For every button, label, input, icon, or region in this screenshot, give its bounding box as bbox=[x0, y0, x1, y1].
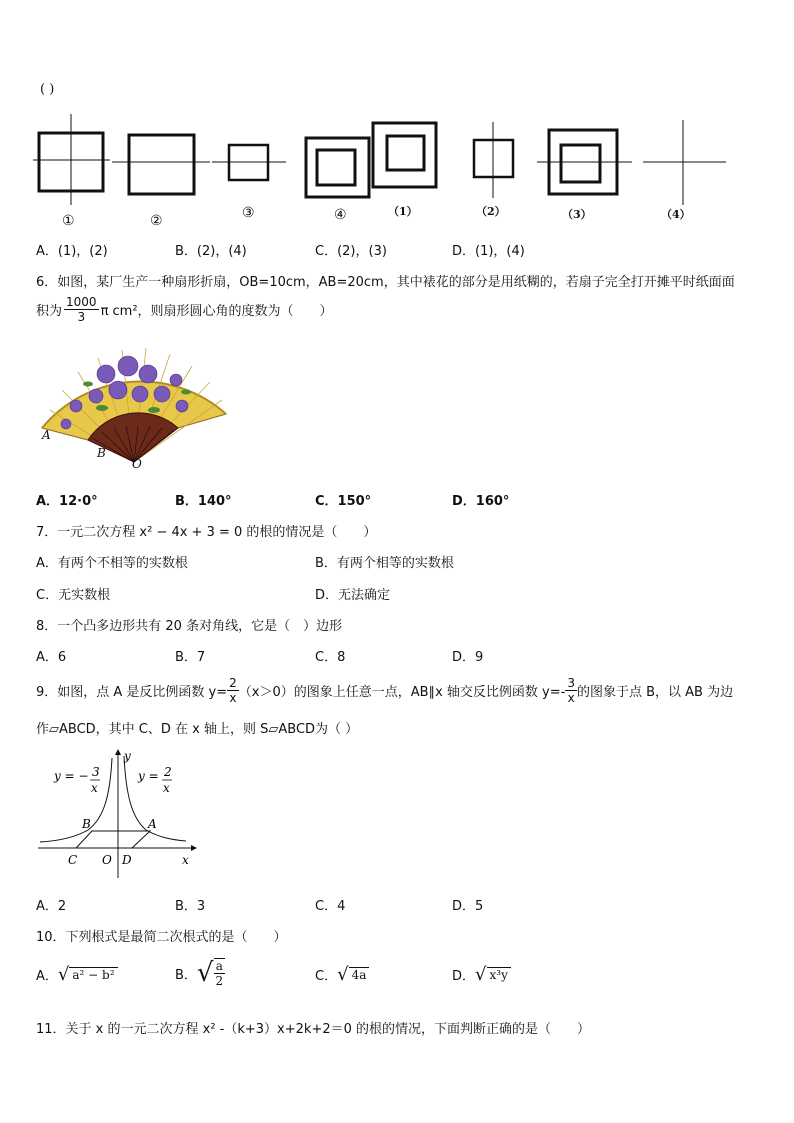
fan-label-b: B bbox=[97, 446, 106, 460]
graph-axis-y: y bbox=[124, 749, 131, 763]
q9-option-d: D．5 bbox=[452, 899, 484, 914]
q6-frac-den: 3 bbox=[77, 310, 86, 324]
q9-option-a: A．2 bbox=[36, 899, 67, 914]
q6-line2-suffix: π cm²，则扇形圆心角的度数为（ ） bbox=[100, 304, 333, 319]
graph-eq-right: y = bbox=[138, 769, 159, 783]
q6-stem-line1: 6．如图，某厂生产一种扇形折扇，OB=10cm，AB=20cm，其中裱花的部分是用纸糊的，若扇子完全打开摊平时纸面面 bbox=[36, 275, 735, 290]
fan-label-o: O bbox=[132, 457, 142, 471]
graph-axis-x: x bbox=[182, 853, 189, 867]
q6-option-c: C．150° bbox=[315, 494, 372, 509]
q7-option-c: C．无实数根 bbox=[36, 588, 111, 603]
sqrt-sign: √ bbox=[337, 964, 349, 985]
sqrt-sign: √ bbox=[475, 964, 487, 985]
fig-label-4: ④ bbox=[334, 207, 347, 223]
q10-option-b-label: B． bbox=[175, 967, 197, 983]
q6-stem-line2 bbox=[36, 295, 333, 324]
q10-stem: 10．下列根式是最简二次根式的是（ ） bbox=[36, 930, 287, 945]
q9-line1-b: （x＞0）的图象上任意一点，AB∥x 轴交反比例函数 y=- bbox=[238, 685, 566, 700]
fig-label-2: ② bbox=[150, 213, 163, 229]
q8-stem: 8．一个凸多边形共有 20 条对角线，它是（ ）边形 bbox=[36, 619, 343, 634]
graph-eq-right-num: 2 bbox=[164, 765, 172, 779]
q10-option-b bbox=[175, 958, 225, 988]
graph-point-a: A bbox=[148, 817, 157, 831]
q8-option-a: A．6 bbox=[36, 650, 67, 665]
q6-frac-num: 1000 bbox=[66, 295, 97, 309]
q5-paren: ( ) bbox=[40, 82, 55, 97]
sqrt-sign: √ bbox=[57, 964, 70, 985]
q9-frac1-num: 2 bbox=[229, 676, 237, 690]
q10-option-a-label: A． bbox=[36, 969, 58, 984]
q9-stem-line1 bbox=[36, 676, 733, 705]
sqrt-sign: √ bbox=[196, 958, 214, 988]
q9-option-c: C．4 bbox=[315, 899, 346, 914]
q9-stem-line2: 作▱ABCD，其中 C、D 在 x 轴上，则 S▱ABCD为（ ） bbox=[36, 722, 359, 737]
fan-label-a: A bbox=[42, 428, 51, 442]
q6-line2-prefix: 积为 bbox=[36, 304, 63, 319]
graph-eq-left-num: 3 bbox=[92, 765, 100, 779]
graph-eq-right-den: x bbox=[163, 781, 170, 795]
q9-frac-2 bbox=[565, 676, 577, 705]
q10-option-c bbox=[315, 964, 369, 985]
q8-option-c: C．8 bbox=[315, 650, 346, 665]
q9-line1-c: 的图象于点 B，以 AB 为边 bbox=[576, 685, 734, 700]
q8-option-b: B．7 bbox=[175, 650, 206, 665]
q7-option-d: D．无法确定 bbox=[315, 588, 391, 603]
q5-option-d: D．(1)，(4) bbox=[452, 244, 525, 259]
folding-fan-illustration bbox=[36, 344, 236, 472]
q10-option-d-label: D． bbox=[452, 969, 476, 984]
q10-option-c-label: C． bbox=[315, 969, 338, 984]
graph-point-o: O bbox=[102, 853, 112, 867]
q10-frac-b bbox=[214, 958, 226, 988]
q9-line1-a: 9．如图，点 A 是反比例函数 y= bbox=[36, 685, 228, 700]
q6-option-b: B．140° bbox=[175, 494, 232, 509]
q11-stem: 11．关于 x 的一元二次方程 x² -（k+3）x+2k+2＝0 的根的情况，下面判断正确的是（ ） bbox=[36, 1022, 591, 1037]
q7-option-a: A．有两个不相等的实数根 bbox=[36, 556, 188, 571]
q10-frac-b-den: 2 bbox=[215, 974, 224, 988]
q5-option-b: B．(2)，(4) bbox=[175, 244, 247, 259]
fig-label-p1: （1） bbox=[388, 205, 418, 218]
fig-label-p3: （3） bbox=[562, 208, 592, 221]
q10-radicand-c: 4a bbox=[349, 967, 370, 982]
q8-option-d: D．9 bbox=[452, 650, 484, 665]
graph-eq-left: y = − bbox=[54, 769, 89, 783]
q7-option-b: B．有两个相等的实数根 bbox=[315, 556, 454, 571]
graph-point-b: B bbox=[82, 817, 91, 831]
q9-option-b: B．3 bbox=[175, 899, 206, 914]
q5-option-a: A．(1)，(2) bbox=[36, 244, 108, 259]
graph-point-d: D bbox=[122, 853, 132, 867]
graph-point-c: C bbox=[68, 853, 78, 867]
q9-frac1-den: x bbox=[229, 691, 237, 705]
q9-frac2-den: x bbox=[567, 691, 575, 705]
q7-stem: 7．一元二次方程 x² − 4x + 3 = 0 的根的情况是（ ） bbox=[36, 525, 377, 540]
q6-fraction bbox=[64, 295, 99, 324]
q9-frac2-num: 3 bbox=[567, 676, 575, 690]
fig-label-3: ③ bbox=[242, 205, 255, 221]
fig-label-1: ① bbox=[62, 213, 75, 229]
q10-option-a bbox=[36, 964, 118, 985]
q6-option-a: A．12·0° bbox=[36, 494, 98, 509]
q9-graph bbox=[36, 746, 206, 886]
graph-eq-left-den: x bbox=[91, 781, 98, 795]
q6-option-d: D．160° bbox=[452, 494, 510, 509]
q9-frac-1 bbox=[227, 676, 239, 705]
q10-radicand-a: a² − b² bbox=[69, 967, 117, 982]
q10-frac-b-num: a bbox=[214, 959, 226, 974]
fig-label-p2: （2） bbox=[476, 205, 506, 218]
q5-option-c: C．(2)，(3) bbox=[315, 244, 387, 259]
q10-radicand-d: x³y bbox=[487, 967, 511, 982]
q10-option-d bbox=[452, 964, 511, 985]
fig-label-p4: （4） bbox=[661, 208, 691, 221]
